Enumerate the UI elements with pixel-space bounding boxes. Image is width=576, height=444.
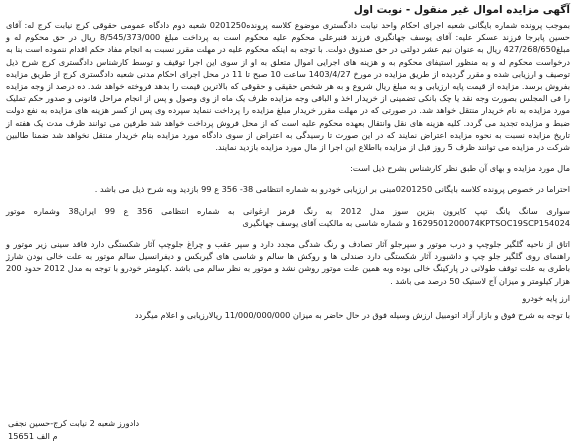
base-price-label: ارز پایه خودرو <box>522 292 570 303</box>
press-code: م الف 15651 <box>8 431 58 441</box>
vehicle-condition: اتاق از ناحیه گلگیر جلوچپ و درب موتور و سپرجلو آثار تصادف و رنگ شدگی مجدد دارد و سپر عقب و چراغ جلوچپ آثار شکستگی دارد فاقد سینی زیر موتور و راهنمای روی گلگیر جلو چپ و داشبورد آثار شکستگی دارد صندلی ها و روکش ها سالم و شاسی های گیربکس و دیفرانسیل سالم موتور به علت خالی بودن شارژ باطری به علت توقف طولانی در پارکینگ خالی بوده وبه همین علت موتور روشن نشد و موتور به نظر سالم می باشد .کیلومتر خودرو با توجه به مدل 2012 حدود 200 هزار کیلومتر و میزان آج لاستیک 50 درصد می باشد . <box>6 239 570 286</box>
issuing-office: دادورز شعبه 2 نیابت کرج-حسین نجفی <box>8 418 140 428</box>
case-description: احتراما در خصوص پرونده کلاسه بایگانی 0201250مبنی بر ارزیابی خودرو به شماره انتظامی 38- 356 ع 99 بازدید وبه شرح ذیل می باشد . <box>94 184 570 195</box>
items-intro: مال مورد مزایده و بهای آن طبق نظر کارشناس بشرح ذیل است: <box>350 163 570 174</box>
notice-title: آگهی مزایده اموال غیر منقول - نوبت اول <box>353 4 570 16</box>
valuation-statement: با توجه به شرح فوق و بازار آزاد اتومبیل ارزش وسیله فوق در حال حاضر به میزان 11/000/000/000 ریالارزیابی و اعلام میگردد <box>134 310 570 321</box>
vehicle-description: سواری سانگ یانگ تیپ کایرون بنزین سوز مدل 2012 به رنگ قرمز ارغوانی به شماره انتظامی 356 ع 99 ایران38 وشماره موتور 1629501200074KPTSOC19SCP154024 و شماره شاسی به مالکیت آقای یوسف جهانگیری <box>6 205 570 228</box>
notice-intro-paragraph: بموجب پرونده شماره بایگانی شعبه اجرای احکام واحد نیابت دادگستری موضوع کلاسه پرونده0201250 شعبه دوم دادگاه عمومی حقوقی کرج نیابت کرج له: آقای حسین پابرجا فرزند عسکر علیه: آقای یوسف جهانگیری فرزند قنبرعلی محکوم علیه محکوم است به پرداخت مبلغ 8/545/373/000 ریال در حق محکوم له و مبلغ427/268/650 ریال به عنوان نیم عشر دولتی در حق صندوق دولت. با توجه به اینکه محکوم علیه در مهلت مقرر نسبت به انجام مفاد حکم اقدام ننموده است بنا به درخواست محکوم له و به منظور استیفای محکوم به و هزینه های اجرایی اموال متعلق به او از سوی این اجرا توقیف و توسط کارشناس دادگستری کرج شرح ذیل توصیف و ارزیابی شده و مقرر گردیده از طریق مزایده در مورخ 1403/4/27 ساعت 10 صبح تا 11 در محل اجرای احکام مدنی شعبه دادگستری کرج از طریق مزایده بفروش برسد. مزایده از قیمت پایه ارزیابی و به مبلغ ریال شروع و به هر شخص حقیقی و حقوقی که بالاترین قیمت را بدهد فروخته خواهد شد. ده درصد از وجه مزایده را فی المجلس بصورت وجه نقد یا چک بانکی تضمینی از خریدار اخذ و الباقی وجه مزایده ظرف یک ماه از وی وصول و پس از انجام مراحل قانونی و صدور حکم تملیک مورد مزایده به نام خریدار منتقل خواهد شد. در صورتی که در مهلت مقرر خریدار مبلغ مزایده را پرداخت ننماید سپرده وی پس از کسر هزینه های مزایده به نفع دولت ضبط و مزایده تجدید می گردد. کلیه هزینه های نقل وانتقال بعهده محکوم علیه است که از محل فروش پرداخت خواهد شد طرفین می توانند ظرف مدت یک هفته از تاریخ مزایده نسبت به نحوه مزایده اعتراض نمایند که در این صورت تا رسیدگی به اعتراض از سوی دادگاه مورد مزایده بنام خریدار منتقل نخواهد شد ضمنا طالبین شرکت در مزایده می توانند ظرف 5 روز قبل از مزایده بااطلاع این اجرا از مال مورد مزایده بازدید نمایند. <box>6 20 570 153</box>
